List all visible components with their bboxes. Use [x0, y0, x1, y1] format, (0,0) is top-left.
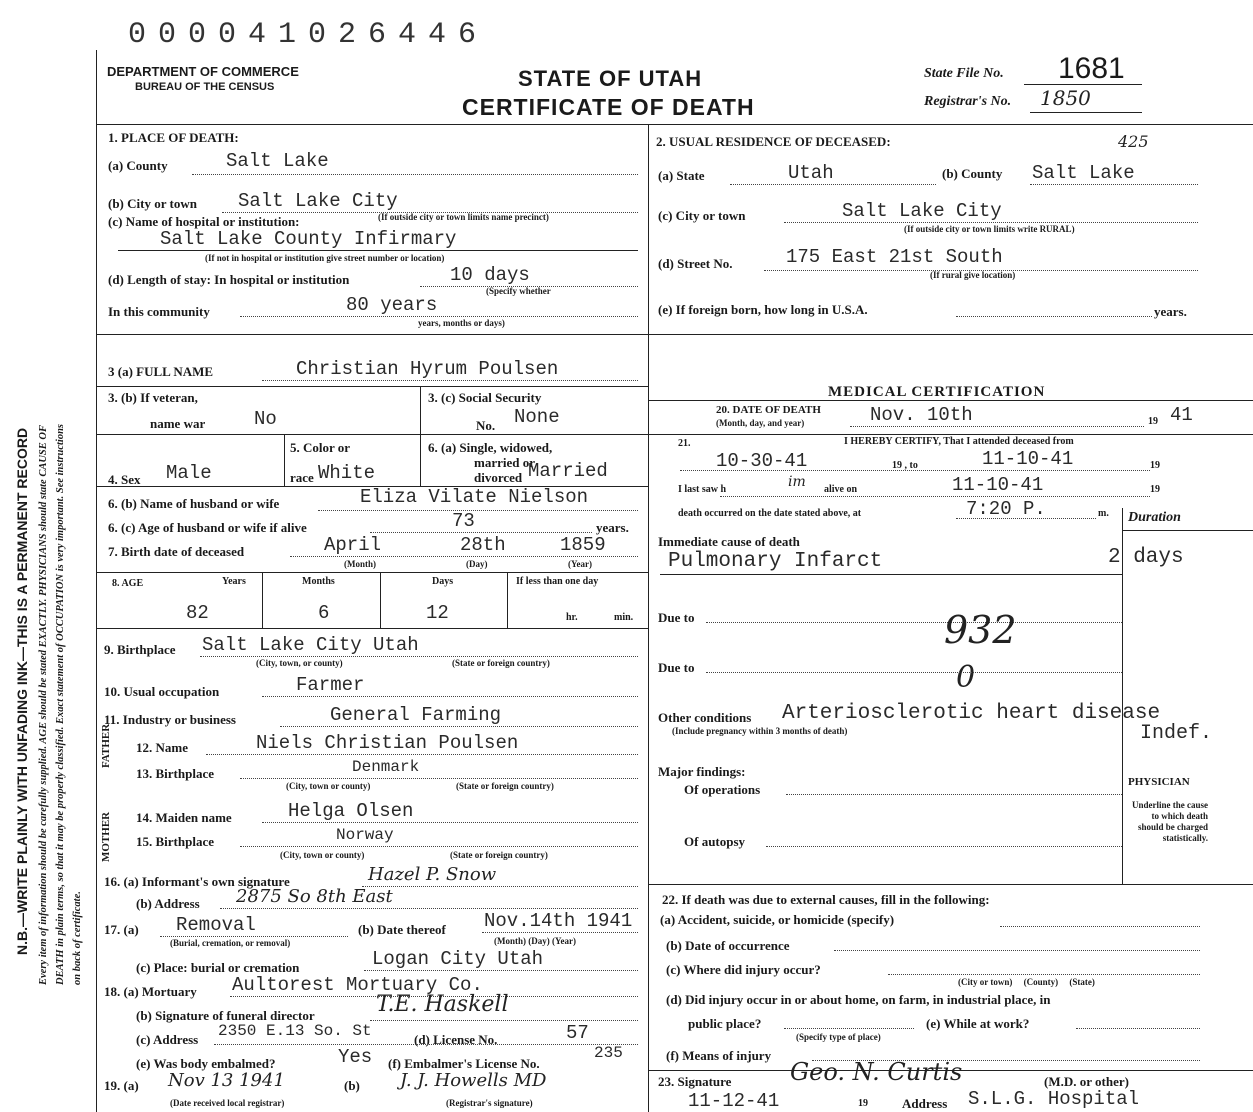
county-label: (a) County	[108, 158, 168, 173]
date-of-death-year: 41	[1170, 404, 1193, 426]
sex-label: 4. Sex	[108, 472, 141, 487]
coding-mark: 932	[944, 608, 1017, 652]
embalmer-license-label: (f) Embalmer's License No.	[388, 1056, 540, 1071]
mother-birthplace-value: Norway	[336, 826, 394, 844]
registrar-b-label: (b)	[344, 1078, 360, 1093]
father-bracket-label: FATHER	[100, 723, 112, 768]
signature-date: 11-12-41	[688, 1090, 780, 1112]
attended-from: 10-30-41	[716, 450, 808, 472]
side-instruction-2: DEATH in plain terms, so that it may be properly classified. Exact statement of OCCUPATION is very important. See instructions	[55, 424, 66, 985]
other-conditions-label: Other conditions	[658, 710, 752, 725]
last-saw-pronoun: im	[788, 474, 806, 490]
specify-note: (Specify whether	[486, 286, 551, 296]
disposition-date-note: (Month) (Day) (Year)	[494, 936, 576, 946]
at-work-label: (e) While at work?	[926, 1016, 1030, 1031]
war-label: name war	[150, 416, 206, 431]
external-d-label: (d) Did injury occur in or about home, on farm, in industrial place, in	[666, 992, 1051, 1007]
attended-to-label: 19 , to	[892, 460, 918, 471]
community-value: 80 years	[346, 294, 438, 316]
social-security-no-label: No.	[476, 418, 496, 433]
residence-foreign-label: (e) If foreign born, how long in U.S.A.	[658, 302, 868, 317]
other-conditions-note: (Include pregnancy within 3 months of death)	[672, 726, 848, 736]
year-note: (Year)	[568, 559, 592, 569]
hospital-note: (If outside city or town limits name precinct)	[378, 212, 549, 222]
side-instruction-1: Every item of information should be carefully supplied. AGE should be stated EXACTLY. PHYSICIANS should state CAUSE OF	[38, 425, 49, 985]
bureau-label: BUREAU OF THE CENSUS	[135, 81, 275, 93]
last-saw-value: 11-10-41	[952, 474, 1044, 496]
industry-value: General Farming	[330, 704, 502, 726]
father-birthplace-label: 13. Birthplace	[136, 766, 214, 781]
date-of-death-value: Nov. 10th	[870, 404, 973, 426]
state-title: STATE OF UTAH	[518, 66, 703, 91]
mother-bracket-label: MOTHER	[100, 811, 112, 862]
disposition-label: 17. (a)	[104, 922, 139, 937]
attended-to: 11-10-41	[982, 448, 1074, 470]
registrar-number: 1850	[1040, 86, 1091, 110]
embalmed-value: Yes	[338, 1046, 373, 1068]
due-to-label-1: Due to	[658, 610, 695, 625]
death-time: 7:20 P.	[966, 498, 1046, 520]
spouse-years-label: years.	[596, 520, 629, 535]
city-label: (b) City or town	[108, 196, 197, 211]
physician-address: S.L.G. Hospital	[968, 1088, 1140, 1110]
birth-year-value: 1859	[560, 534, 606, 556]
state-file-number: 1681	[1058, 52, 1125, 85]
mother-name-value: Helga Olsen	[288, 800, 414, 822]
informant-address: 2875 So 8th East	[236, 886, 393, 907]
embalmer-license-value: 235	[594, 1044, 623, 1062]
operations-label: Of operations	[684, 782, 761, 797]
race-label: race	[290, 470, 314, 485]
full-name-value: Christian Hyrum Poulsen	[296, 358, 559, 380]
coding-mark-2: 0	[956, 660, 976, 695]
external-c-label: (c) Where did injury occur?	[666, 962, 821, 977]
mortuary-value: Aultorest Mortuary Co.	[232, 974, 483, 996]
death-time-m: m.	[1098, 508, 1109, 519]
serial-number: 000041026446	[128, 18, 489, 52]
physician-header: PHYSICIAN	[1128, 776, 1190, 788]
mortuary-address-value: 2350 E.13 So. St	[218, 1022, 372, 1040]
residence-heading: 2. USUAL RESIDENCE OF DECEASED:	[656, 134, 891, 149]
industry-label: 11. Industry or business	[104, 712, 236, 727]
residence-street-label: (d) Street No.	[658, 256, 733, 271]
registrar-signature: J. J. Howells MD	[400, 1070, 547, 1091]
birth-month-value: April	[324, 534, 382, 556]
day-note: (Day)	[466, 559, 488, 569]
father-name-label: 12. Name	[136, 740, 188, 755]
means-of-injury-label: (f) Means of injury	[666, 1048, 772, 1063]
immediate-cause-label: Immediate cause of death	[658, 534, 800, 549]
ymd-note: years, months or days)	[418, 318, 505, 328]
residence-city-label: (c) City or town	[658, 208, 746, 223]
mother-name-label: 14. Maiden name	[136, 810, 232, 825]
funeral-director-label: (b) Signature of funeral director	[136, 1008, 315, 1023]
medical-heading: MEDICAL CERTIFICATION	[828, 384, 1046, 400]
residence-note-425: 425	[1118, 132, 1149, 151]
sex-value: Male	[166, 462, 212, 484]
place-of-death-heading: 1. PLACE OF DEATH:	[108, 130, 239, 145]
date-of-death-year-prefix: 19	[1148, 416, 1158, 427]
hospital-label: (c) Name of hospital or institution:	[108, 214, 300, 229]
birth-date-label: 7. Birth date of deceased	[108, 544, 245, 559]
external-c-note: (City or town) (County) (State)	[958, 977, 1095, 987]
hospital-note-2: (If not in hospital or institution give street number or location)	[205, 253, 445, 263]
birthplace-label: 9. Birthplace	[104, 642, 176, 657]
age-months-value: 6	[318, 602, 330, 624]
death-occurred-label: death occurred on the date stated above, at	[678, 508, 862, 519]
age-years-header: Years	[222, 576, 246, 587]
month-note: (Month)	[344, 559, 376, 569]
disposition-date-value: Nov.14th 1941	[484, 910, 633, 932]
birthplace-value: Salt Lake City Utah	[202, 634, 419, 656]
immediate-cause-duration: 2 days	[1108, 546, 1184, 569]
date-of-death-label: 20. DATE OF DEATH	[716, 404, 821, 416]
marital-label-3: divorced	[474, 470, 523, 485]
birthplace-note-2: (State or foreign country)	[452, 658, 550, 668]
hr-label: hr.	[566, 612, 578, 623]
marital-label: 6. (a) Single, widowed,	[428, 440, 553, 455]
registrar-note: (Registrar's signature)	[446, 1098, 533, 1108]
attended-to-year: 19	[1150, 460, 1160, 471]
underline-note: Underline the cause to which death should be charged statistically.	[1132, 800, 1208, 843]
burial-place-label: (c) Place: burial or cremation	[136, 960, 300, 975]
license-label: (d) License No.	[414, 1032, 498, 1047]
state-file-label: State File No.	[924, 66, 1004, 81]
veteran-value: No	[254, 408, 277, 430]
certify-number: 21.	[678, 438, 691, 449]
certificate-title: CERTIFICATE OF DEATH	[462, 94, 755, 120]
external-heading: 22. If death was due to external causes, fill in the following:	[662, 892, 990, 907]
residence-city-note: (If outside city or town limits write RURAL)	[904, 224, 1075, 234]
physician-signature: Geo. N. Curtis	[790, 1058, 963, 1086]
burial-place-value: Logan City Utah	[372, 948, 544, 970]
residence-street-value: 175 East 21st South	[786, 246, 1003, 268]
father-place-note: (City, town or county)	[286, 781, 371, 791]
stay-value: 10 days	[450, 264, 530, 286]
residence-city-value: Salt Lake City	[842, 200, 1002, 222]
received-date: Nov 13 1941	[168, 1070, 285, 1091]
full-name-label: 3 (a) FULL NAME	[108, 364, 214, 379]
min-label: min.	[614, 612, 634, 623]
color-label: 5. Color or	[290, 440, 351, 455]
birthplace-note: (City, town, or county)	[256, 658, 343, 668]
father-name-value: Niels Christian Poulsen	[256, 732, 519, 754]
other-conditions-value: Arteriosclerotic heart disease	[782, 702, 1161, 725]
mortuary-address-label: (c) Address	[136, 1032, 199, 1047]
residence-state-value: Utah	[788, 162, 834, 184]
age-months-header: Months	[302, 576, 335, 587]
age-days-header: Days	[432, 576, 454, 587]
received-label: 19. (a)	[104, 1078, 139, 1093]
residence-county-value: Salt Lake	[1032, 162, 1135, 184]
hospital-value: Salt Lake County Infirmary	[160, 228, 457, 250]
city-value: Salt Lake City	[238, 190, 398, 212]
age-years-value: 82	[186, 602, 209, 624]
disposition-note: (Burial, cremation, or removal)	[170, 938, 291, 948]
mother-state-note: (State or foreign country)	[450, 850, 548, 860]
due-to-label-2: Due to	[658, 660, 695, 675]
external-b-label: (b) Date of occurrence	[666, 938, 790, 953]
social-security-label: 3. (c) Social Security	[428, 390, 542, 405]
residence-county-label: (b) County	[942, 166, 1003, 181]
public-place-note: (Specify type of place)	[796, 1032, 881, 1042]
community-label: In this community	[108, 304, 210, 319]
embalmed-label: (e) Was body embalmed?	[136, 1056, 276, 1071]
side-main-text: N.B.—WRITE PLAINLY WITH UNFADING INK—THIS IS A PERMANENT RECORD	[14, 427, 30, 955]
mortuary-label: 18. (a) Mortuary	[104, 984, 197, 999]
age-days-value: 12	[426, 602, 449, 624]
disposition-value: Removal	[176, 914, 256, 936]
spouse-age-value: 73	[452, 510, 475, 532]
residence-street-note: (If rural give location)	[930, 270, 1016, 280]
race-value: White	[318, 462, 376, 484]
md-label: (M.D. or other)	[1044, 1074, 1129, 1089]
mother-place-note: (City, town or county)	[280, 850, 365, 860]
veteran-label: 3. (b) If veteran,	[108, 390, 198, 405]
residence-state-label: (a) State	[658, 168, 705, 183]
spouse-age-label: 6. (c) Age of husband or wife if alive	[108, 520, 307, 535]
occupation-value: Farmer	[296, 674, 365, 696]
physician-address-label: Address	[902, 1096, 948, 1111]
marital-value: Married	[528, 460, 608, 482]
license-value: 57	[566, 1022, 589, 1044]
other-conditions-duration: Indef.	[1140, 722, 1213, 745]
alive-on-label: alive on	[824, 484, 858, 495]
informant-label: 16. (a) Informant's own signature	[104, 874, 290, 889]
occupation-label: 10. Usual occupation	[104, 684, 220, 699]
father-state-note: (State or foreign country)	[456, 781, 554, 791]
major-findings-label: Major findings:	[658, 764, 746, 779]
spouse-label: 6. (b) Name of husband or wife	[108, 496, 280, 511]
public-place-label: public place?	[688, 1016, 762, 1031]
marital-label-2: married or	[474, 455, 536, 470]
disposition-date-label: (b) Date thereof	[358, 922, 446, 937]
side-instruction-3: on back of certificate.	[72, 891, 83, 985]
autopsy-label: Of autopsy	[684, 834, 746, 849]
immediate-cause-value: Pulmonary Infarct	[668, 550, 883, 573]
mother-birthplace-label: 15. Birthplace	[136, 834, 214, 849]
department-label: DEPARTMENT OF COMMERCE	[107, 64, 299, 79]
age-less-header: If less than one day	[516, 576, 599, 587]
stay-label: (d) Length of stay: In hospital or institution	[108, 272, 350, 287]
social-security-value: None	[514, 406, 560, 428]
certify-statement: I HEREBY CERTIFY, That I attended deceased from	[844, 436, 1074, 447]
duration-header: Duration	[1128, 510, 1181, 525]
spouse-value: Eliza Vilate Nielson	[360, 486, 589, 508]
received-note: (Date received local registrar)	[170, 1098, 285, 1108]
county-value: Salt Lake	[226, 150, 329, 172]
informant-signature: Hazel P. Snow	[368, 864, 497, 885]
residence-years-label: years.	[1154, 304, 1187, 319]
last-saw-label: I last saw h	[678, 484, 727, 495]
external-a-label: (a) Accident, suicide, or homicide (specify)	[660, 912, 895, 927]
father-birthplace-value: Denmark	[352, 758, 420, 776]
last-saw-year: 19	[1150, 484, 1160, 495]
signature-label: 23. Signature	[658, 1074, 732, 1089]
birth-day-value: 28th	[460, 534, 506, 556]
informant-address-label: (b) Address	[136, 896, 200, 911]
registrar-label: Registrar's No.	[924, 94, 1012, 109]
funeral-director-signature: T.E. Haskell	[376, 992, 509, 1017]
age-label: 8. AGE	[112, 578, 144, 589]
date-of-death-note: (Month, day, and year)	[716, 418, 805, 428]
signature-year: 19	[858, 1098, 868, 1109]
